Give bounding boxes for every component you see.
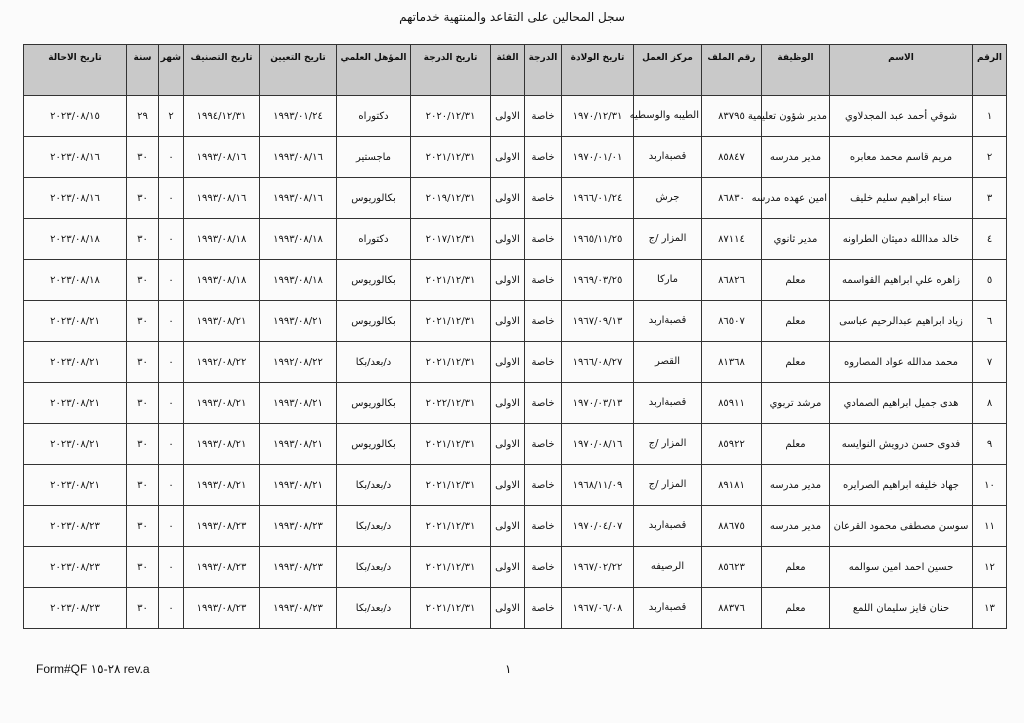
table-row (24, 588, 1007, 629)
cell-category: الاولى (491, 260, 525, 301)
table-row (24, 424, 1007, 465)
cell-name: محمد مدالله عواد المصاروه (830, 342, 973, 383)
cell-file: ٨٣٧٩٥ (702, 96, 762, 137)
cell-file: ٨٨٦٧٥ (702, 506, 762, 547)
cell-file: ٨٦٨٢٦ (702, 260, 762, 301)
cell-appoint-date: ١٩٩٣/٠٨/٢١ (260, 465, 337, 506)
cell-grade-date: ٢٠١٩/١٢/٣١ (411, 178, 491, 219)
cell-name: هدى جميل ابراهيم الصمادي (830, 383, 973, 424)
cell-class-date: ١٩٩٣/٠٨/٢٣ (184, 506, 260, 547)
cell-file: ٨١٣٦٨ (702, 342, 762, 383)
cell-work: الطيبه والوسطيه (634, 96, 702, 137)
cell-qualification: بكالوريوس (337, 260, 411, 301)
cell-file: ٨٥٦٢٣ (702, 547, 762, 588)
cell-grade: خاصة (525, 137, 562, 178)
cell-birth: ١٩٦٦/٠٨/٢٧ (562, 342, 634, 383)
cell-qualification: دكتوراه (337, 219, 411, 260)
cell-name: زياد ابراهيم عبدالرحيم عباسى (830, 301, 973, 342)
cell-file: ٨٥٩١١ (702, 383, 762, 424)
cell-appoint-date: ١٩٩٣/٠٨/٢١ (260, 383, 337, 424)
cell-class-date: ١٩٩٢/٠٨/٢٢ (184, 342, 260, 383)
cell-job: معلم (762, 424, 830, 465)
cell-year: ٣٠ (127, 424, 159, 465)
cell-birth: ١٩٧٠/٠٨/١٦ (562, 424, 634, 465)
cell-birth: ١٩٦٨/١١/٠٩ (562, 465, 634, 506)
header-year: سنة (127, 45, 159, 96)
cell-grade-date: ٢٠١٧/١٢/٣١ (411, 219, 491, 260)
cell-grade: خاصة (525, 342, 562, 383)
cell-referral-date: ٢٠٢٣/٠٨/٢١ (24, 465, 127, 506)
cell-referral-date: ٢٠٢٣/٠٨/٢١ (24, 342, 127, 383)
cell-grade: خاصة (525, 96, 562, 137)
cell-month: ٠ (159, 342, 184, 383)
cell-year: ٣٠ (127, 219, 159, 260)
cell-class-date: ١٩٩٣/٠٨/٢١ (184, 383, 260, 424)
cell-grade-date: ٢٠٢٢/١٢/٣١ (411, 383, 491, 424)
page-number: ١ (505, 662, 512, 676)
cell-year: ٣٠ (127, 383, 159, 424)
cell-class-date: ١٩٩٣/٠٨/٢١ (184, 465, 260, 506)
cell-qualification: د/بعد/بكا (337, 465, 411, 506)
cell-name: مريم قاسم محمد معابره (830, 137, 973, 178)
cell-category: الاولى (491, 547, 525, 588)
cell-grade-date: ٢٠٢١/١٢/٣١ (411, 137, 491, 178)
cell-birth: ١٩٧٠/٠٣/١٣ (562, 383, 634, 424)
header-seq: الرقم (973, 45, 1007, 96)
cell-name: جهاد خليفه ابراهيم الصرايره (830, 465, 973, 506)
cell-birth: ١٩٦٦/٠١/٢٤ (562, 178, 634, 219)
cell-qualification: د/بعد/بكا (337, 547, 411, 588)
cell-work: المزار /ج (634, 219, 702, 260)
cell-job: مدير ثانوي (762, 219, 830, 260)
table-row (24, 260, 1007, 301)
header-birth: تاريخ الولادة (562, 45, 634, 96)
cell-referral-date: ٢٠٢٣/٠٨/٢٣ (24, 506, 127, 547)
cell-grade-date: ٢٠٢١/١٢/٣١ (411, 588, 491, 629)
cell-month: ٠ (159, 137, 184, 178)
cell-seq: ٩ (973, 424, 1007, 465)
cell-category: الاولى (491, 96, 525, 137)
cell-qualification: د/بعد/بكا (337, 588, 411, 629)
cell-class-date: ١٩٩٣/٠٨/١٦ (184, 178, 260, 219)
cell-grade-date: ٢٠٢١/١٢/٣١ (411, 260, 491, 301)
cell-class-date: ١٩٩٣/٠٨/١٨ (184, 219, 260, 260)
cell-seq: ٨ (973, 383, 1007, 424)
cell-file: ٨٨٣٧٦ (702, 588, 762, 629)
cell-month: ٠ (159, 301, 184, 342)
cell-job: معلم (762, 588, 830, 629)
cell-appoint-date: ١٩٩٣/٠٨/١٦ (260, 137, 337, 178)
cell-category: الاولى (491, 588, 525, 629)
header-referral-date: تاريخ الاحالة (24, 45, 127, 96)
cell-month: ٠ (159, 424, 184, 465)
cell-birth: ١٩٧٠/٠١/٠١ (562, 137, 634, 178)
cell-qualification: د/بعد/بكا (337, 342, 411, 383)
table-row (24, 219, 1007, 260)
header-job: الوظيفة (762, 45, 830, 96)
cell-class-date: ١٩٩٣/٠٨/٢١ (184, 301, 260, 342)
cell-appoint-date: ١٩٩٣/٠١/٢٤ (260, 96, 337, 137)
cell-appoint-date: ١٩٩٣/٠٨/٢٣ (260, 547, 337, 588)
cell-seq: ١٣ (973, 588, 1007, 629)
cell-qualification: بكالوريوس (337, 424, 411, 465)
cell-month: ٢ (159, 96, 184, 137)
cell-qualification: بكالوريوس (337, 383, 411, 424)
cell-category: الاولى (491, 178, 525, 219)
cell-work: قصبةاربد (634, 137, 702, 178)
cell-category: الاولى (491, 137, 525, 178)
cell-year: ٣٠ (127, 465, 159, 506)
cell-birth: ١٩٦٧/٠٩/١٣ (562, 301, 634, 342)
cell-year: ٣٠ (127, 342, 159, 383)
retirees-table (23, 44, 1007, 629)
cell-work: قصبةاربد (634, 588, 702, 629)
cell-grade: خاصة (525, 178, 562, 219)
cell-seq: ٦ (973, 301, 1007, 342)
cell-grade-date: ٢٠٢١/١٢/٣١ (411, 465, 491, 506)
cell-grade: خاصة (525, 301, 562, 342)
cell-name: حسين احمد امين سوالمه (830, 547, 973, 588)
cell-referral-date: ٢٠٢٣/٠٨/١٦ (24, 178, 127, 219)
cell-work: الرصيفه (634, 547, 702, 588)
cell-grade-date: ٢٠٢١/١٢/٣١ (411, 547, 491, 588)
cell-month: ٠ (159, 506, 184, 547)
cell-appoint-date: ١٩٩٣/٠٨/٢١ (260, 424, 337, 465)
cell-class-date: ١٩٩٤/١٢/٣١ (184, 96, 260, 137)
cell-seq: ٧ (973, 342, 1007, 383)
cell-grade-date: ٢٠٢١/١٢/٣١ (411, 424, 491, 465)
cell-class-date: ١٩٩٣/٠٨/٢١ (184, 424, 260, 465)
cell-class-date: ١٩٩٣/٠٨/٢٣ (184, 547, 260, 588)
cell-seq: ١١ (973, 506, 1007, 547)
cell-job: مدير مدرسه (762, 506, 830, 547)
cell-name: سوسن مصطفى محمود القرعان (830, 506, 973, 547)
cell-grade: خاصة (525, 465, 562, 506)
cell-seq: ٢ (973, 137, 1007, 178)
cell-file: ٨٩١٨١ (702, 465, 762, 506)
cell-file: ٨٥٩٢٢ (702, 424, 762, 465)
cell-seq: ١ (973, 96, 1007, 137)
cell-seq: ٤ (973, 219, 1007, 260)
cell-job: مرشد تربوي (762, 383, 830, 424)
cell-appoint-date: ١٩٩٣/٠٨/١٨ (260, 219, 337, 260)
cell-grade-date: ٢٠٢١/١٢/٣١ (411, 342, 491, 383)
header-file: رقم الملف (702, 45, 762, 96)
cell-job: مدير شؤون تعليمية (762, 96, 830, 137)
cell-category: الاولى (491, 219, 525, 260)
cell-file: ٨٧١١٤ (702, 219, 762, 260)
cell-grade-date: ٢٠٢١/١٢/٣١ (411, 506, 491, 547)
cell-job: معلم (762, 301, 830, 342)
cell-year: ٣٠ (127, 547, 159, 588)
cell-work: قصبةاربد (634, 383, 702, 424)
cell-class-date: ١٩٩٣/٠٨/٢٣ (184, 588, 260, 629)
cell-seq: ٥ (973, 260, 1007, 301)
cell-referral-date: ٢٠٢٣/٠٨/١٨ (24, 219, 127, 260)
cell-month: ٠ (159, 260, 184, 301)
cell-year: ٣٠ (127, 588, 159, 629)
cell-qualification: بكالوريوس (337, 301, 411, 342)
cell-class-date: ١٩٩٣/٠٨/١٨ (184, 260, 260, 301)
cell-name: حنان فايز سليمان اللمع (830, 588, 973, 629)
cell-appoint-date: ١٩٩٣/٠٨/٢٣ (260, 506, 337, 547)
cell-year: ٣٠ (127, 137, 159, 178)
cell-month: ٠ (159, 178, 184, 219)
table-header-row (24, 45, 1007, 96)
cell-birth: ١٩٦٧/٠٢/٢٢ (562, 547, 634, 588)
cell-grade: خاصة (525, 219, 562, 260)
cell-birth: ١٩٦٥/١١/٢٥ (562, 219, 634, 260)
cell-category: الاولى (491, 301, 525, 342)
header-class-date: تاريخ التصنيف (184, 45, 260, 96)
cell-referral-date: ٢٠٢٣/٠٨/١٨ (24, 260, 127, 301)
cell-referral-date: ٢٠٢٣/٠٨/٢٣ (24, 588, 127, 629)
cell-category: الاولى (491, 424, 525, 465)
table-row (24, 547, 1007, 588)
cell-work: جرش (634, 178, 702, 219)
cell-name: سناء ابراهيم سليم خليف (830, 178, 973, 219)
cell-work: قصبةاربد (634, 301, 702, 342)
table-row (24, 383, 1007, 424)
cell-birth: ١٩٦٩/٠٣/٢٥ (562, 260, 634, 301)
header-work: مركز العمل (634, 45, 702, 96)
table-row (24, 96, 1007, 137)
cell-birth: ١٩٦٧/٠٦/٠٨ (562, 588, 634, 629)
table-row (24, 178, 1007, 219)
cell-grade: خاصة (525, 588, 562, 629)
cell-appoint-date: ١٩٩٣/٠٨/٢٣ (260, 588, 337, 629)
page-title: سجل المحالين على التقاعد والمنتهية خدماتهم (399, 10, 625, 24)
cell-appoint-date: ١٩٩٣/٠٨/١٨ (260, 260, 337, 301)
header-grade: الدرجة (525, 45, 562, 96)
cell-file: ٨٦٥٠٧ (702, 301, 762, 342)
table-row (24, 301, 1007, 342)
cell-referral-date: ٢٠٢٣/٠٨/٢١ (24, 383, 127, 424)
header-appoint-date: تاريخ التعيين (260, 45, 337, 96)
cell-referral-date: ٢٠٢٣/٠٨/٢١ (24, 424, 127, 465)
table-row (24, 137, 1007, 178)
cell-referral-date: ٢٠٢٣/٠٨/٢١ (24, 301, 127, 342)
cell-year: ٣٠ (127, 178, 159, 219)
header-qualification: المؤهل العلمي (337, 45, 411, 96)
cell-month: ٠ (159, 383, 184, 424)
header-category: الفئة (491, 45, 525, 96)
cell-job: معلم (762, 547, 830, 588)
cell-seq: ١٠ (973, 465, 1007, 506)
cell-year: ٣٠ (127, 301, 159, 342)
cell-work: القصر (634, 342, 702, 383)
cell-name: خالد مداالله دميثان الطراونه (830, 219, 973, 260)
cell-year: ٣٠ (127, 506, 159, 547)
cell-work: قصبةاربد (634, 506, 702, 547)
cell-file: ٨٦٨٣٠ (702, 178, 762, 219)
cell-month: ٠ (159, 547, 184, 588)
cell-work: ماركا (634, 260, 702, 301)
cell-job: مدير مدرسه (762, 137, 830, 178)
cell-job: امين عهده مدرسه (762, 178, 830, 219)
cell-job: مدير مدرسه (762, 465, 830, 506)
cell-seq: ١٢ (973, 547, 1007, 588)
cell-qualification: دكتوراه (337, 96, 411, 137)
cell-name: فدوى حسن درويش النوايسه (830, 424, 973, 465)
cell-category: الاولى (491, 342, 525, 383)
table-row (24, 342, 1007, 383)
cell-work: المزار /ج (634, 465, 702, 506)
cell-appoint-date: ١٩٩٢/٠٨/٢٢ (260, 342, 337, 383)
cell-work: المزار /ج (634, 424, 702, 465)
cell-name: شوقي أحمد عبد المجدلاوي (830, 96, 973, 137)
cell-month: ٠ (159, 219, 184, 260)
cell-name: زاهره علي ابراهيم القواسمه (830, 260, 973, 301)
cell-birth: ١٩٧٠/١٢/٣١ (562, 96, 634, 137)
form-code: Form#QF ٢٨-١٥ rev.a (36, 662, 150, 676)
cell-birth: ١٩٧٠/٠٤/٠٧ (562, 506, 634, 547)
cell-grade-date: ٢٠٢٠/١٢/٣١ (411, 96, 491, 137)
cell-class-date: ١٩٩٣/٠٨/١٦ (184, 137, 260, 178)
cell-category: الاولى (491, 383, 525, 424)
cell-qualification: ماجستير (337, 137, 411, 178)
cell-grade: خاصة (525, 424, 562, 465)
header-name: الاسم (830, 45, 973, 96)
cell-category: الاولى (491, 506, 525, 547)
header-month: شهر (159, 45, 184, 96)
cell-job: معلم (762, 260, 830, 301)
cell-category: الاولى (491, 465, 525, 506)
cell-qualification: د/بعد/بكا (337, 506, 411, 547)
header-grade-date: تاريخ الدرجة (411, 45, 491, 96)
cell-month: ٠ (159, 465, 184, 506)
cell-seq: ٣ (973, 178, 1007, 219)
cell-job: معلم (762, 342, 830, 383)
table-body (24, 96, 1007, 629)
cell-qualification: بكالوريوس (337, 178, 411, 219)
cell-grade: خاصة (525, 260, 562, 301)
cell-file: ٨٥٨٤٧ (702, 137, 762, 178)
cell-month: ٠ (159, 588, 184, 629)
cell-grade-date: ٢٠٢١/١٢/٣١ (411, 301, 491, 342)
cell-appoint-date: ١٩٩٣/٠٨/١٦ (260, 178, 337, 219)
cell-grade: خاصة (525, 547, 562, 588)
table-row (24, 465, 1007, 506)
cell-grade: خاصة (525, 383, 562, 424)
cell-referral-date: ٢٠٢٣/٠٨/١٦ (24, 137, 127, 178)
table-row (24, 506, 1007, 547)
cell-grade: خاصة (525, 506, 562, 547)
cell-year: ٣٠ (127, 260, 159, 301)
cell-referral-date: ٢٠٢٣/٠٨/١٥ (24, 96, 127, 137)
cell-year: ٢٩ (127, 96, 159, 137)
cell-appoint-date: ١٩٩٣/٠٨/٢١ (260, 301, 337, 342)
cell-referral-date: ٢٠٢٣/٠٨/٢٣ (24, 547, 127, 588)
